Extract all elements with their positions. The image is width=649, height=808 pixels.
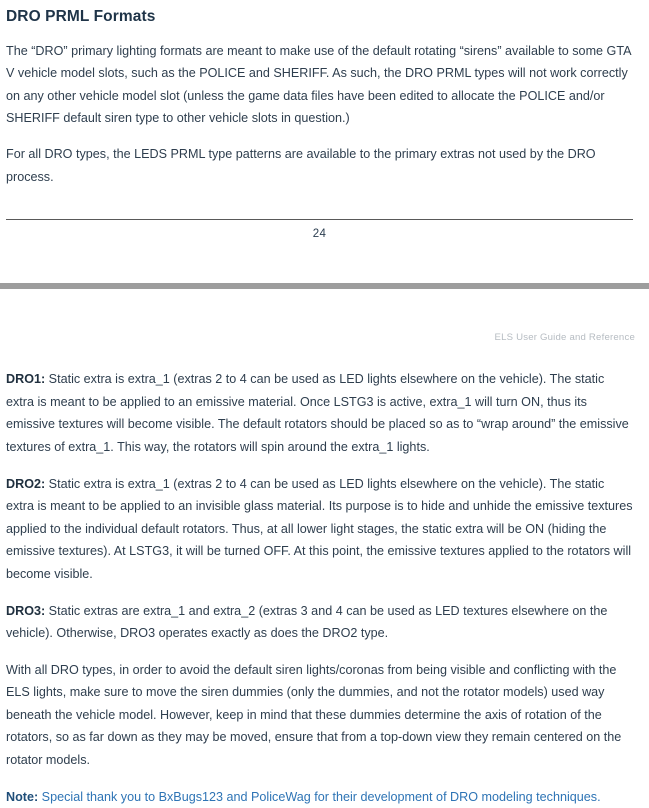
dro2-text: Static extra is extra_1 (extras 2 to 4 can be used as LED lights elsewhere on the vehicle). The static extra is meant to be applied to an invisible glass material. Its purpose is to hide and unhide the emissive textures applied to the individual default rotators. Thus, at all lower light stages, the static extra will be ON (hiding the emissive textures). At LSTG3, it will be turned OFF. At this point, the emissive textures applied to the rotators will become visible. — [6, 476, 633, 581]
dro2-label: DRO2: — [6, 476, 46, 491]
page-25-content — [0, 368, 649, 808]
note-paragraph — [6, 786, 635, 808]
intro-paragraph-2: For all DRO types, the LEDS PRML type patterns are available to the primary extras not used by the DRO process. — [6, 146, 596, 184]
closing-paragraph: With all DRO types, in order to avoid the default siren lights/coronas from being visible and conflicting with the ELS lights, make sure to move the siren dummies (only the dummies, and not the rotator models) used way beneath the vehicle model. However, keep in mind that these dummies determine the axis of rotation of the rotators, so as far down as they may be moved, ensure that from a top-down view they remain centered on the rotator models. — [6, 662, 622, 768]
dro2-paragraph — [6, 473, 635, 586]
dro3-label: DRO3: — [6, 603, 46, 618]
dro3-text: Static extras are extra_1 and extra_2 (extras 3 and 4 can be used as LED textures elsewhere on the vehicle). Otherwise, DRO3 operates exactly as does the DRO2 type. — [6, 603, 608, 641]
note-text: Special thank you to BxBugs123 and PoliceWag for their development of DRO modeling techniques. — [38, 789, 601, 804]
dro1-label: DRO1: — [6, 372, 46, 387]
page-break-band — [0, 283, 649, 289]
footer-divider — [6, 219, 633, 220]
dro1-text: Static extra is extra_1 (extras 2 to 4 can be used as LED lights elsewhere on the vehicle). The static extra is meant to be applied to an emissive material. Once LSTG3 is active, extra_1 will turn ON, thus its emissive textures will become visible. The default rotators should be placed so as to “wrap around” the emissive textures of extra_1. This way, the rotators will spin around the extra_1 lights. — [6, 372, 629, 454]
page-footer — [0, 219, 649, 240]
running-header-text: ELS User Guide and Reference — [494, 332, 635, 344]
page-title: DRO PRML Formats — [6, 8, 156, 25]
page-number: 24 — [312, 228, 327, 241]
intro-paragraph-1: The “DRO” primary lighting formats are meant to make use of the default rotating “sirens” available to some GTA V vehicle model slots, such as the POLICE and SHERIFF. As such, the DRO PRML types will not work correctly on any other vehicle model slot (unless the game data files have been edited to allocate the POLICE and/or SHERIFF default siren type to other vehicle slots in question.) — [6, 43, 631, 126]
page-24-content — [0, 0, 649, 188]
running-header — [0, 327, 649, 345]
dro3-paragraph — [6, 600, 635, 645]
dro1-paragraph — [6, 368, 635, 458]
note-label: Note: — [6, 789, 39, 804]
